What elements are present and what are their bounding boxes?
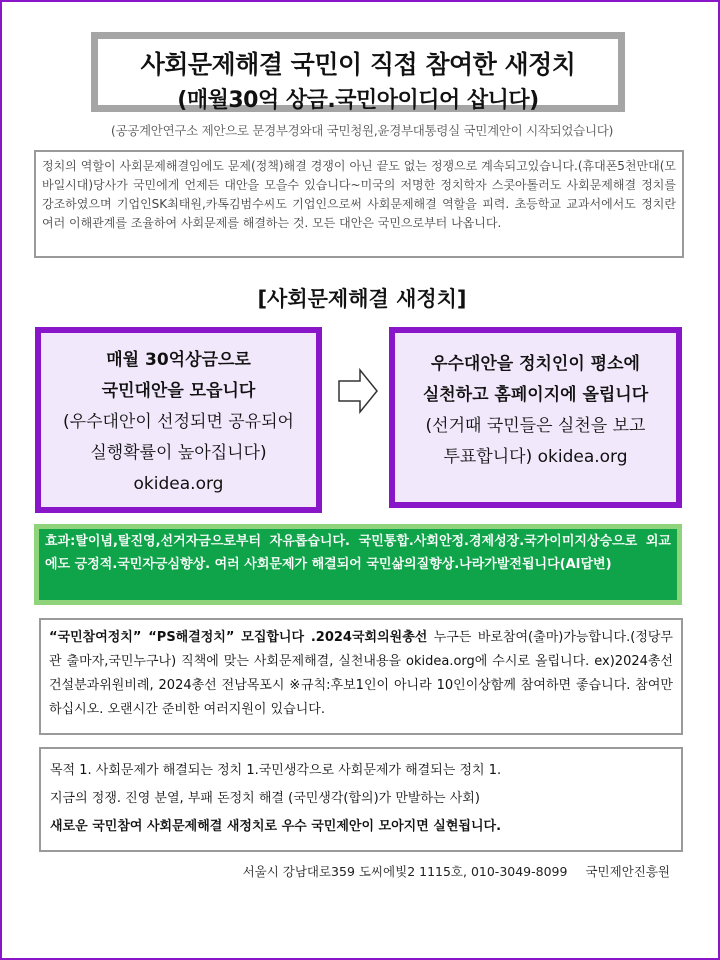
- recruit-body: 누구든 바로참여(출마)가능합니다.(정당무관 출마자,국민누구나) 직책에 맞는 사회문제해결, 실천내용을 okidea.org에 수시로 올립니다. ex)2024총선 건설분과위원비례, 2024총선 전남목포시 ※규칙:후보1인이 아니라 10인이상함께 참여하면 좋습니다. 참여만 하십시오. 오랜시간 준비한 여러지원이 있습니다.: [49, 630, 673, 717]
- page-title: 사회문제해결 국민이 직접 참여한 새정치: [140, 50, 576, 79]
- prize-card-line4: 실행확률이 높아집니다): [90, 443, 267, 463]
- practice-card-line2: 실천하고 홈페이지에 올립니다: [422, 385, 649, 405]
- purpose-line1: 목적 1. 사회문제가 해결되는 정치 1.국민생각으로 사회문제가 해결되는 정치 1.: [50, 763, 502, 778]
- effect-banner: 효과:탈이념,탈진영,선거자금으로부터 자유롭습니다. 국민통합.사회안정.경제성장.국가이미지상승으로 외교에도 긍정적.국민자긍심향상. 여러 사회문제가 해결되어 국민삶의질향상.나라가발전됩니다(AI답변): [34, 524, 682, 605]
- footer-org: 국민제안진흥원: [585, 864, 670, 879]
- intro-paragraph: 정치의 역할이 사회문제해결임에도 문제(정책)해결 경쟁이 아닌 끝도 없는 정쟁으로 계속되고있습니다.(휴대폰5천만대(모바일시대)당사가 국민에게 언제든 대안을 모을수 있습니다~미국의 저명한 정치학자 스콧아톨러도 사회문제해결 정치를 강조하였으며 기업인SK최태원,카톡김범수씨도 기업인으로써 사회문제해결 역할을 피력. 초등학교 교과서에서도 정치란 여러 이해관계를 조율하여 사회문제를 해결하는 것. 모든 대안은 국민으로부터 나옵니다.: [34, 150, 684, 258]
- title-box: [91, 32, 625, 112]
- prize-card-line2: 국민대안을 모읍니다: [101, 381, 256, 401]
- prize-card-url: okidea.org: [133, 474, 224, 494]
- recruit-lead: “국민참여정치” “PS해결정치” 모집합니다 .2024국회의원총선: [49, 630, 428, 645]
- practice-card: [389, 327, 682, 508]
- page-subtitle: (매월30억 상금.국민아이디어 삽니다): [177, 88, 539, 113]
- purpose-line2: 지금의 정쟁. 진영 분열, 부패 돈정치 해결 (국민생각(합의)가 만발하는 사회): [50, 791, 480, 806]
- prize-card-line1: 매월 30억상금으로: [106, 350, 251, 370]
- prize-card: [35, 327, 322, 513]
- practice-card-line1: 우수대안을 정치인이 평소에: [431, 354, 640, 374]
- prize-card-line3: (우수대안이 선정되면 공유되어: [63, 412, 294, 432]
- practice-card-line4: 투표합니다) okidea.org: [443, 447, 628, 467]
- origin-note: (공공계안연구소 제안으로 문경부경와대 국민청원,윤경부대통령실 국민계안이 시작되었습니다): [110, 123, 614, 138]
- section-heading: [사회문제해결 새정치]: [257, 287, 467, 311]
- footer-address: 서울시 강남대로359 도씨에빛2 1115호, 010-3049-8099: [242, 864, 568, 879]
- footer: [2, 862, 670, 880]
- recruit-paragraph: [39, 618, 683, 735]
- purpose-box: [39, 747, 683, 852]
- practice-card-line3: (선거때 국민들은 실천을 보고: [425, 416, 646, 436]
- purpose-line3: 새로운 국민참여 사회문제해결 새정치로 우수 국민제안이 모아지면 실현됩니다.: [50, 819, 502, 834]
- arrow-right-icon: [338, 368, 378, 414]
